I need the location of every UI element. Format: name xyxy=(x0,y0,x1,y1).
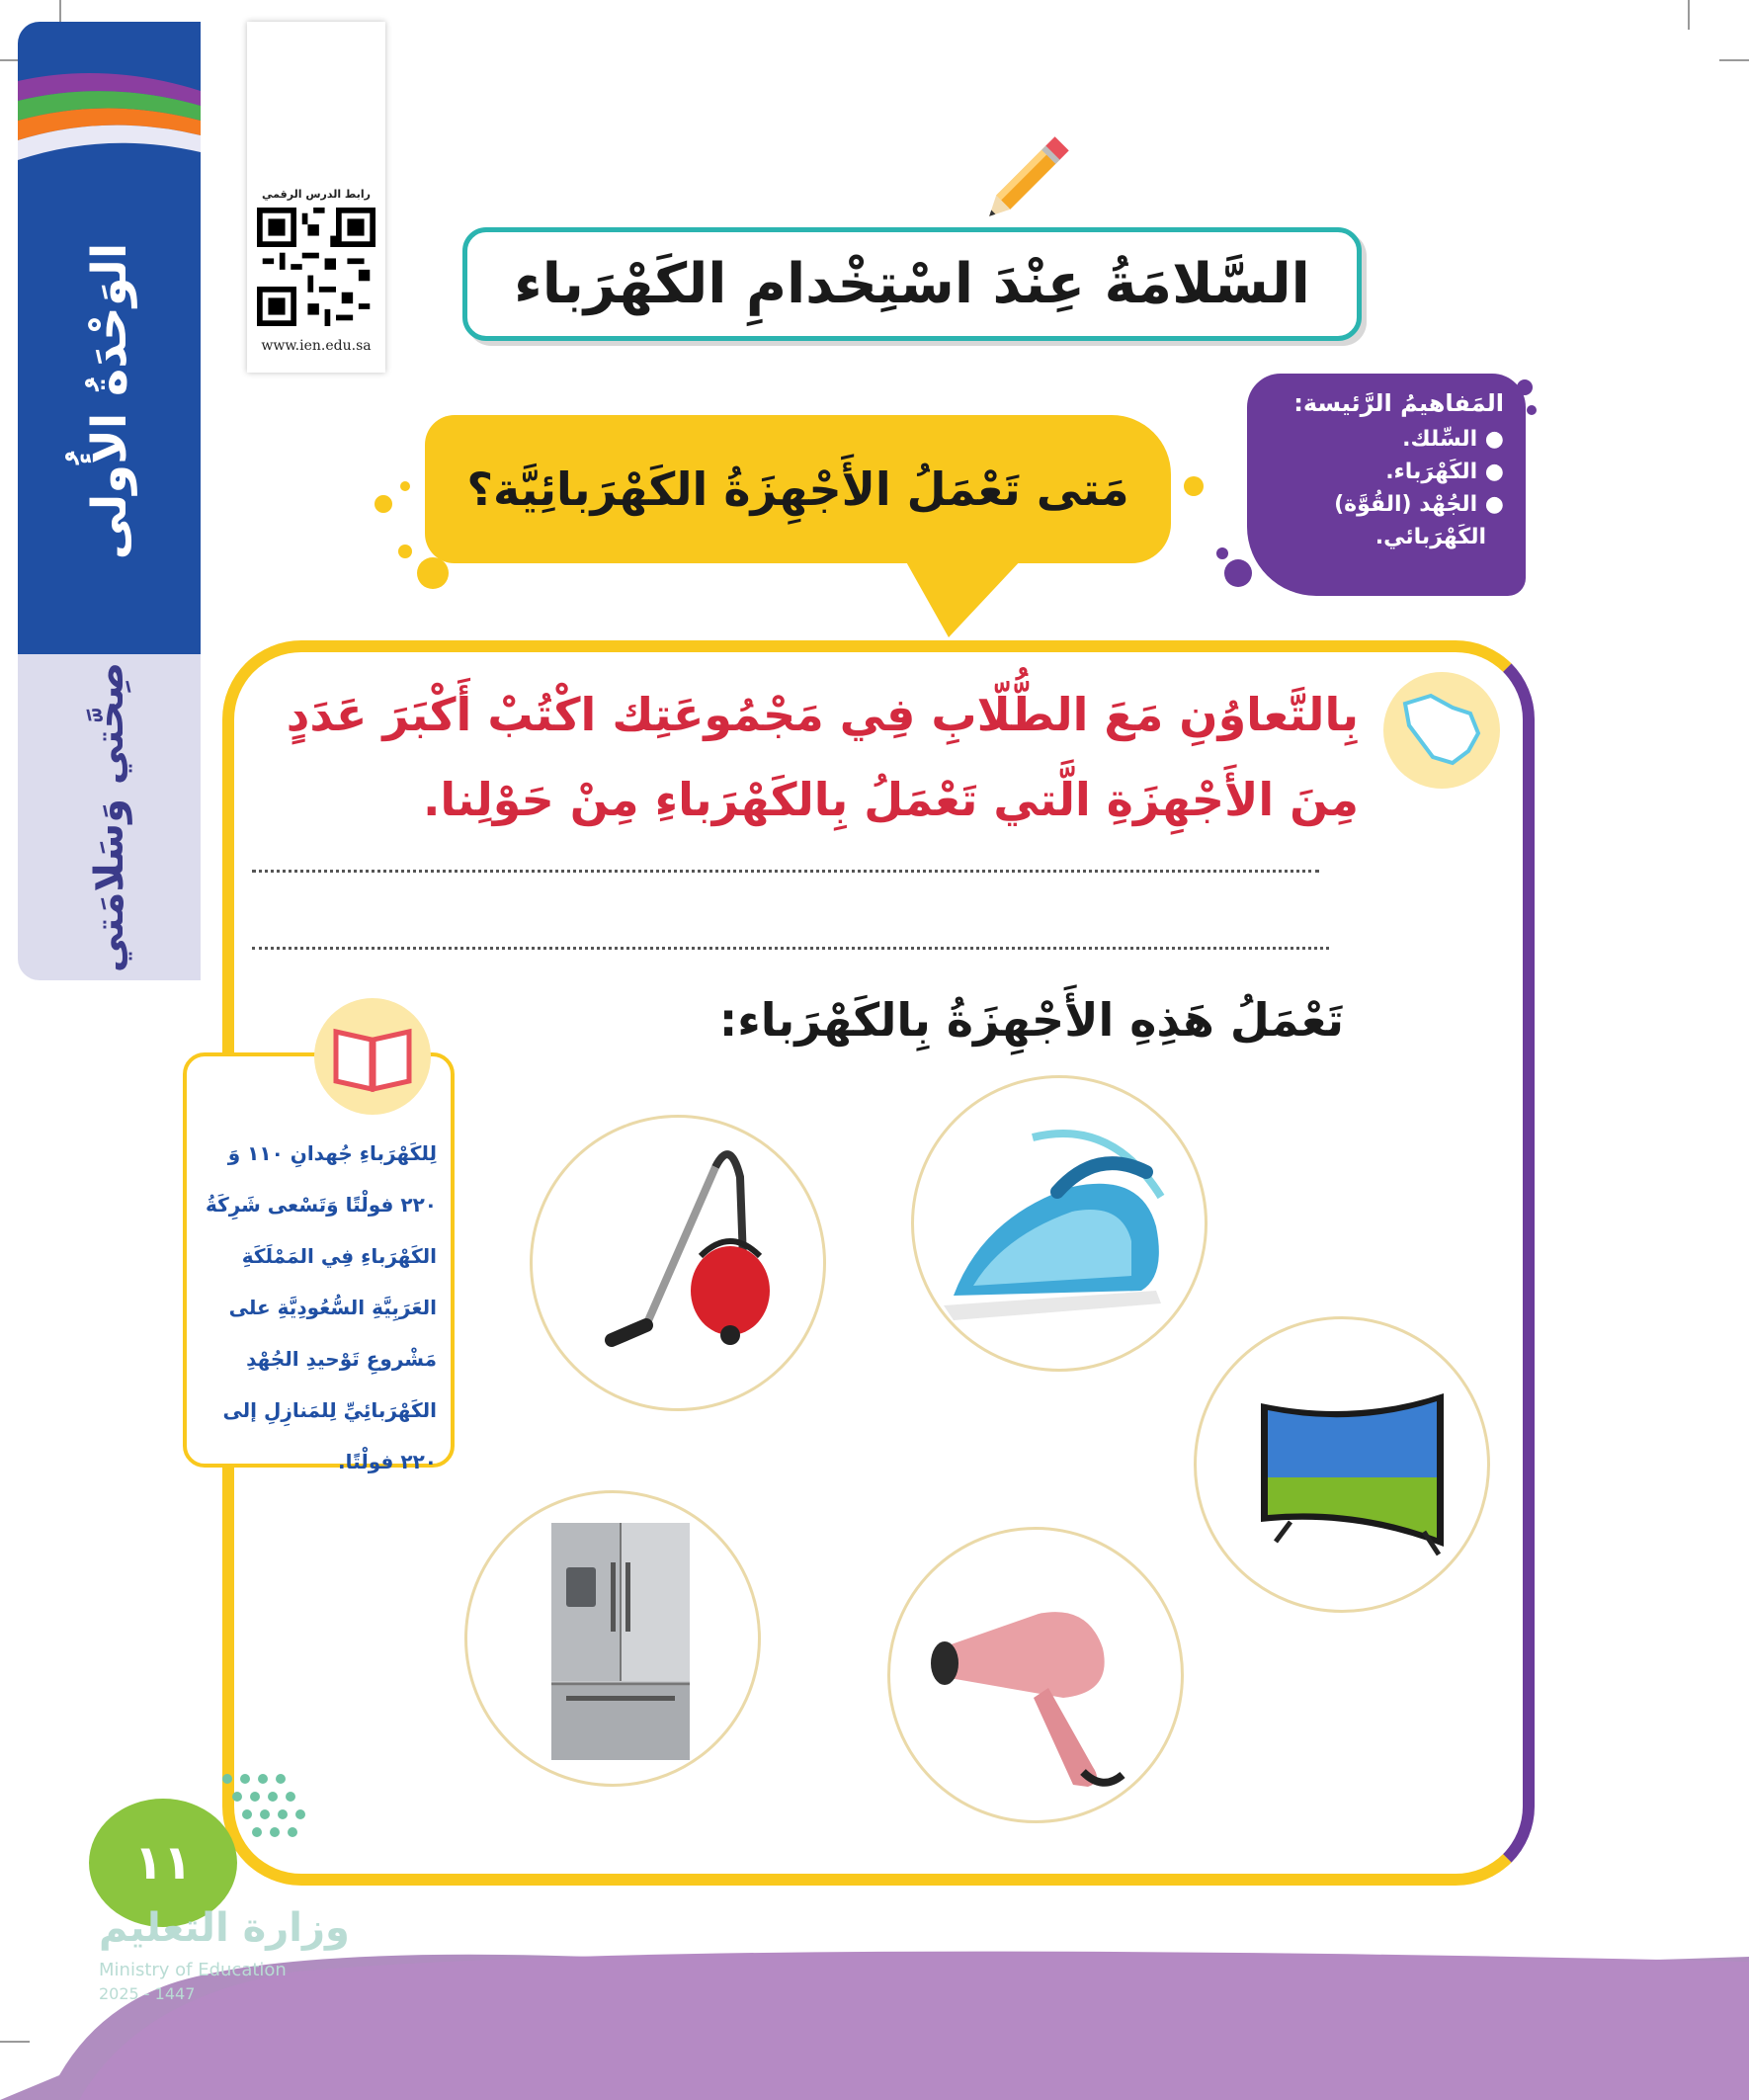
lesson-title: السَّلامَةُ عِنْدَ اسْتِخْدامِ الكَهْرَباء xyxy=(514,252,1310,316)
stripes-decoration xyxy=(18,61,201,180)
answer-line[interactable] xyxy=(252,947,1329,950)
instruction-text: بِالتَّعاوُنِ مَعَ الطُّلّابِ فِي مَجْمُوعَتِك اكْتُبْ أَكْبَرَ عَدَدٍ مِنَ الأَجْهِزَةِ الَّتي تَعْمَلُ بِالكَهْرَباءِ مِنْ حَوْلِنا. xyxy=(286,688,1359,826)
info-note xyxy=(183,1052,455,1473)
question-bubble xyxy=(425,415,1171,563)
tv-icon xyxy=(1197,1319,1493,1616)
unit-title: الوَحْدَةُ الأُولى xyxy=(81,242,137,560)
unit-subtitle: صِحَّتي وَسَلامَتي xyxy=(86,661,132,973)
vacuum-icon xyxy=(533,1118,829,1414)
qr-url[interactable]: www.ien.edu.sa xyxy=(261,338,372,354)
book-icon xyxy=(314,998,431,1115)
answer-line[interactable] xyxy=(252,870,1319,873)
crop-mark xyxy=(1688,0,1690,30)
saudi-map-icon xyxy=(1383,672,1500,789)
crop-mark xyxy=(1719,59,1749,61)
lesson-title-box xyxy=(462,227,1362,341)
edition-year: 2025 - 1447 xyxy=(99,1984,196,2003)
info-note-text: لِلكَهْرَباءِ جُهدانِ ١١٠ وَ ٢٢٠ فولْتًا وَتَسْعى شَرِكَةُ الكَهْرَباءِ فِي المَمْلَكَةِ العَرَبِيَّةِ السُّعُودِيَّةِ على مَشْروعِ تَوْحيدِ الجُهْدِ الكَهْرَبائِيِّ لِلمَنازِلِ إلى ٢٢٠ فولْتًا. xyxy=(205,1141,437,1473)
tv-image xyxy=(1194,1316,1490,1613)
key-concept-item: ● الجُهْد (القُوَّة) xyxy=(1334,492,1504,517)
fridge-icon xyxy=(467,1493,764,1790)
iron-icon xyxy=(914,1078,1210,1375)
unit-tab xyxy=(18,22,201,973)
key-concept-item: الكَهْرَبائي. xyxy=(1374,525,1486,549)
qr-caption: رابط الدرس الرقمي xyxy=(262,188,371,201)
key-concepts-card xyxy=(1247,374,1526,596)
pencil-icon xyxy=(968,124,1087,232)
question-text: مَتى تَعْمَلُ الأَجْهِزَةُ الكَهْرَبائِيَّة؟ xyxy=(466,462,1129,516)
ministry-name-ar: وزارة التعليم xyxy=(99,1905,350,1951)
vacuum-image xyxy=(530,1115,826,1411)
unit-tab-top xyxy=(18,22,201,654)
hairdryer-image xyxy=(887,1527,1184,1823)
unit-tab-bottom xyxy=(18,654,201,980)
key-concept-item: ● الكَهْرَباء. xyxy=(1385,460,1504,484)
key-concept-item: ● السِّلك. xyxy=(1402,427,1504,452)
devices-heading: تَعْمَلُ هَذِهِ الأَجْهِزَةُ بِالكَهْرَباء: xyxy=(718,993,1344,1047)
page-number: ١١ xyxy=(89,1799,237,1927)
key-concepts-heading: المَفاهيمُ الرَّئيسة: xyxy=(1293,389,1504,417)
fridge-image xyxy=(464,1490,761,1787)
qr-card[interactable] xyxy=(247,22,385,373)
hairdryer-icon xyxy=(890,1530,1187,1826)
ministry-name-en: Ministry of Education xyxy=(99,1960,287,1980)
qr-code-icon[interactable] xyxy=(257,208,375,326)
iron-image xyxy=(911,1075,1208,1372)
